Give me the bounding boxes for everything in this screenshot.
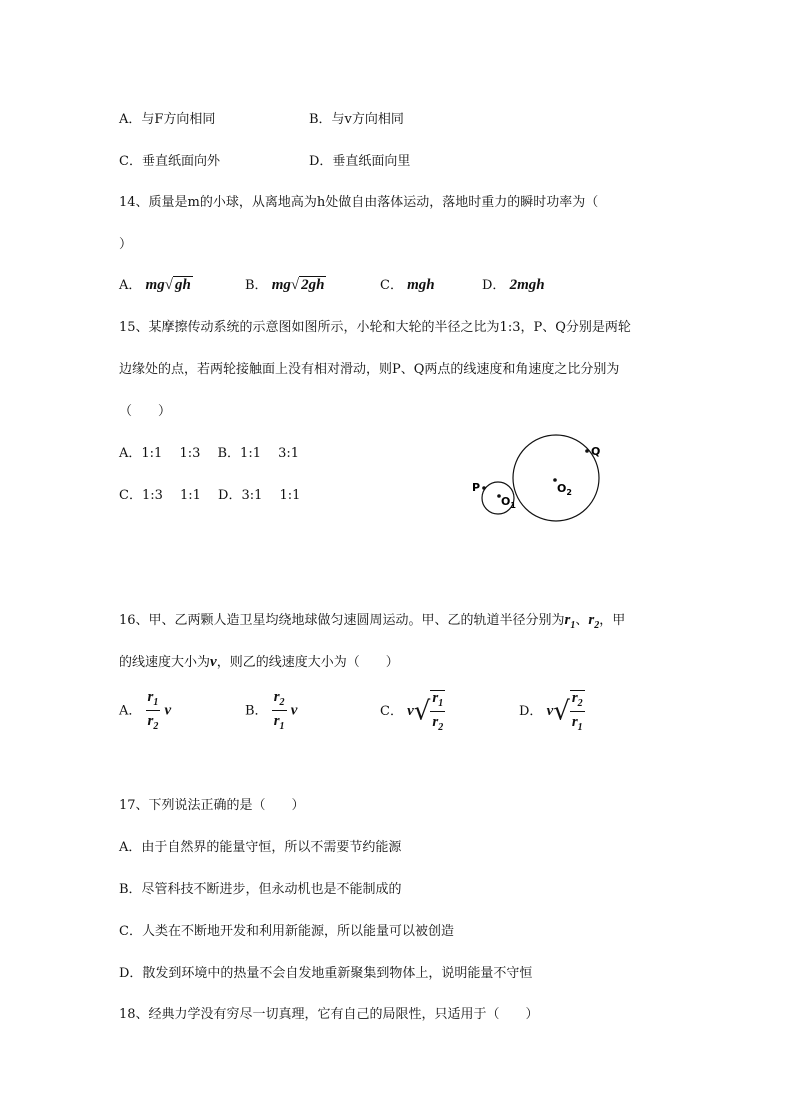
- q16-r1: [564, 612, 576, 631]
- q16-option-d: [519, 690, 585, 733]
- q14-a-radicand: gh: [174, 277, 191, 293]
- q14-option-b-formula: mg√ 2gh: [271, 277, 325, 293]
- q14-stem: 14、质量是m的小球，从离地高为h处做自由落体运动，落地时重力的瞬时功率为（: [119, 195, 599, 210]
- q16-option-c-label: C．: [380, 704, 403, 719]
- q16-a-num-sub: 1: [153, 697, 159, 708]
- q16-option-b-label: B．: [245, 703, 268, 719]
- q16-a-fraction: [146, 690, 161, 732]
- q13-option-d: D．垂直纸面向里: [309, 154, 411, 169]
- q16-b-den-r: r: [273, 713, 280, 729]
- q16-a-denominator: [146, 711, 161, 732]
- q17-option-a: A．由于自然界的能量守恒，所以不需要节约能源: [119, 840, 402, 855]
- q16-line-1-end: ，甲: [599, 613, 626, 628]
- q16-d-radical-sign: √: [553, 696, 570, 727]
- q16-b-num-sub: 2: [279, 697, 285, 708]
- q14-option-a-label: A．: [119, 278, 142, 293]
- q16-a-v: v: [164, 702, 172, 719]
- label-q: Q: [591, 445, 601, 458]
- q16-a-numerator: [146, 690, 161, 711]
- q17-option-d: D．散发到环境中的热量不会自发地重新聚集到物体上，说明能量不守恒: [119, 966, 533, 981]
- q16-a-num-r: r: [147, 689, 154, 705]
- q16-d-numerator: [570, 691, 585, 712]
- q16-r2-main: r: [588, 612, 595, 628]
- q16-a-den-sub: 2: [153, 721, 159, 732]
- q16-r1-main: r: [564, 612, 571, 628]
- point-q-dot: [585, 449, 589, 453]
- label-p: P: [472, 481, 481, 494]
- q15-line-1: 15、某摩擦传动系统的示意图如图所示，小轮和大轮的半径之比为1:3，P、Q分别是两轮: [119, 320, 631, 335]
- q14-b-radicand: 2gh: [301, 277, 325, 293]
- q16-option-c: [380, 690, 445, 733]
- q16-option-d-label: D．: [519, 704, 543, 719]
- q15-line-3: （ ）: [119, 404, 172, 419]
- q16-option-a: [119, 690, 171, 732]
- q16-r2-sub: 2: [594, 620, 600, 631]
- q13-option-a: A．与F方向相同: [119, 112, 216, 127]
- q14-option-a: [119, 274, 193, 294]
- q16-v: v: [210, 654, 217, 670]
- q16-line-2: [119, 651, 399, 671]
- q13-option-b: B．与v方向相同: [309, 112, 404, 127]
- label-o2-sub: 2: [566, 488, 572, 497]
- q16-line-2-end: ，则乙的线速度大小为（ ）: [216, 655, 399, 670]
- q16-b-denominator: [272, 711, 287, 732]
- q14-b-mg: mg: [271, 277, 291, 293]
- q16-c-num-sub: 1: [438, 698, 444, 709]
- q14-stem-end: ）: [119, 237, 133, 252]
- label-o1-main: O: [501, 495, 511, 508]
- q16-r2: [588, 612, 600, 631]
- q17-option-c: C．人类在不断地开发和利用新能源，所以能量可以被创造: [119, 924, 454, 939]
- q16-a-den-r: r: [147, 713, 154, 729]
- q14-option-a-formula: mg√ gh: [145, 277, 191, 293]
- q16-option-a-label: A．: [119, 703, 142, 719]
- q16-d-num-r: r: [571, 690, 578, 706]
- q16-line-1-text: 16、甲、乙两颗人造卫星均绕地球做匀速圆周运动。甲、乙的轨道半径分别为: [119, 613, 565, 628]
- q15-options-ab: A．1:1 1:3 B．1:1 3:1: [119, 446, 300, 461]
- label-o2: [557, 482, 572, 497]
- q14-option-d: [482, 274, 545, 294]
- label-o2-main: O: [557, 482, 567, 495]
- q16-d-v: v: [546, 703, 554, 719]
- q15-options-cd: C．1:3 1:1 D．3:1 1:1: [119, 488, 301, 503]
- q16-d-fraction: [570, 690, 585, 733]
- q18-stem: 18、经典力学没有穷尽一切真理，它有自己的局限性，只适用于（ ）: [119, 1007, 539, 1022]
- q16-c-num-r: r: [432, 690, 439, 706]
- q16-b-numerator: [272, 690, 287, 711]
- q16-d-den-r: r: [571, 714, 578, 730]
- q15-friction-wheels-diagram: [460, 425, 620, 530]
- q16-c-radical-sign: √: [413, 696, 431, 727]
- q16-b-fraction: [272, 690, 287, 732]
- q16-c-numerator: [430, 691, 445, 712]
- q17-option-b: B．尽管科技不断进步，但永动机也是不能制成的: [119, 882, 402, 897]
- q16-c-fraction: [430, 690, 445, 733]
- q16-c-den-sub: 2: [438, 722, 444, 733]
- q16-c-denominator: [430, 712, 445, 733]
- q16-c-v: v: [407, 703, 414, 719]
- q14-a-mg: mg: [145, 277, 165, 293]
- q16-option-b: [245, 690, 297, 732]
- q17-stem: 17、下列说法正确的是（ ）: [119, 798, 305, 813]
- q13-option-c: C．垂直纸面向外: [119, 154, 220, 169]
- q14-option-c: [380, 274, 435, 294]
- q14-option-c-label: C．: [380, 278, 403, 293]
- q16-d-den-sub: 1: [577, 722, 583, 733]
- large-wheel: [513, 435, 599, 521]
- label-o1-sub: 1: [510, 501, 516, 510]
- q14-option-c-formula: mgh: [407, 277, 435, 293]
- q16-b-v: v: [290, 702, 298, 719]
- q15-line-2: 边缘处的点，若两轮接触面上没有相对滑动，则P、Q两点的线速度和角速度之比分别为: [119, 362, 620, 377]
- point-p-dot: [482, 486, 486, 490]
- q16-line-2-text: 的线速度大小为: [119, 655, 211, 670]
- q16-b-num-r: r: [273, 689, 280, 705]
- q14-option-d-label: D．: [482, 278, 506, 293]
- q16-line-1: [119, 609, 625, 631]
- q16-separator: 、: [575, 613, 589, 628]
- q16-d-denominator: [570, 712, 585, 733]
- q16-d-num-sub: 2: [577, 698, 583, 709]
- q16-r1-sub: 1: [570, 620, 576, 631]
- q14-option-b-label: B．: [245, 278, 268, 293]
- q14-option-b: [245, 274, 326, 294]
- q14-option-d-formula: 2mgh: [509, 277, 545, 293]
- q16-c-den-r: r: [432, 714, 439, 730]
- q16-b-den-sub: 1: [279, 721, 285, 732]
